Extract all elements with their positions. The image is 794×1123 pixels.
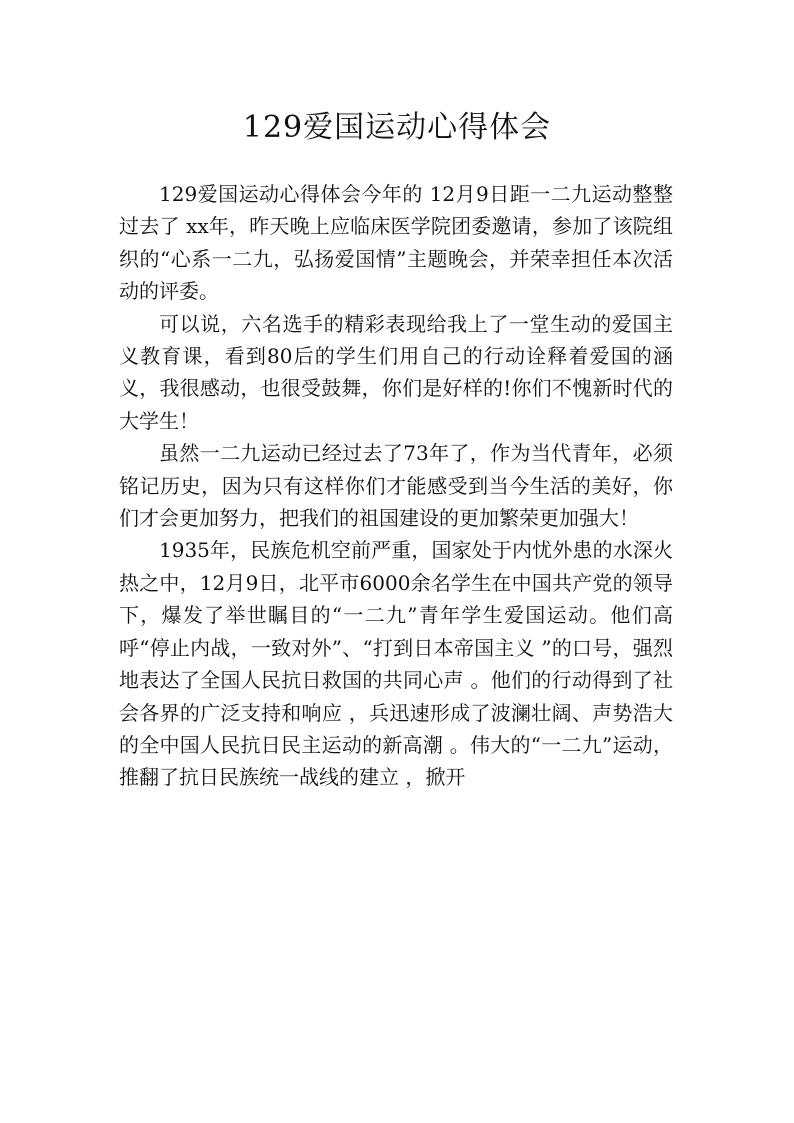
page-title: 129爱国运动心得体会: [242, 110, 552, 145]
paragraph-2: 可以说，六名选手的精彩表现给我上了一堂生动的爱国主义教育课，看到80后的学生们用自己的行动诠释着爱国的涵义，我很感动，也很受鼓舞，你们是好样的!你们不愧新时代的大学生！: [119, 311, 673, 433]
paragraph-4: 1935年，民族危机空前严重，国家处于内忧外患的水深火热之中，12月9日，北平市6000余名学生在中国共产党的领导下，爆发了举世瞩目的“一二九”青年学生爱国运动。他们高呼“停止内战，一致对外”、“打到日本帝国主义 ”的口号，强烈地表达了全国人民抗日救国的共同心声 。他们的行动得到了社会各界的广泛支持和响应 ，兵迅速形成了波澜壮阔、声势浩大的全中国人民抗日民主运动的新高潮 。伟大的“一二九”运动，推翻了抗日民族统一战线的建立 ，掀开: [119, 538, 673, 790]
paragraph-3: 虽然一二九运动已经过去了73年了，作为当代青年，必须铭记历史，因为只有这样你们才能感受到当今生活的美好，你们才会更加努力，把我们的祖国建设的更加繁荣更加强大！: [119, 441, 673, 531]
paragraph-1: 129爱国运动心得体会今年的 12月9日距一二九运动整整过去了 xx年，昨天晚上应临床医学院团委邀请，参加了该院组织的“心系一二九，弘扬爱国情”主题晚会，并荣幸担任本次活动的评委。: [119, 182, 673, 304]
document-body: [119, 178, 673, 794]
